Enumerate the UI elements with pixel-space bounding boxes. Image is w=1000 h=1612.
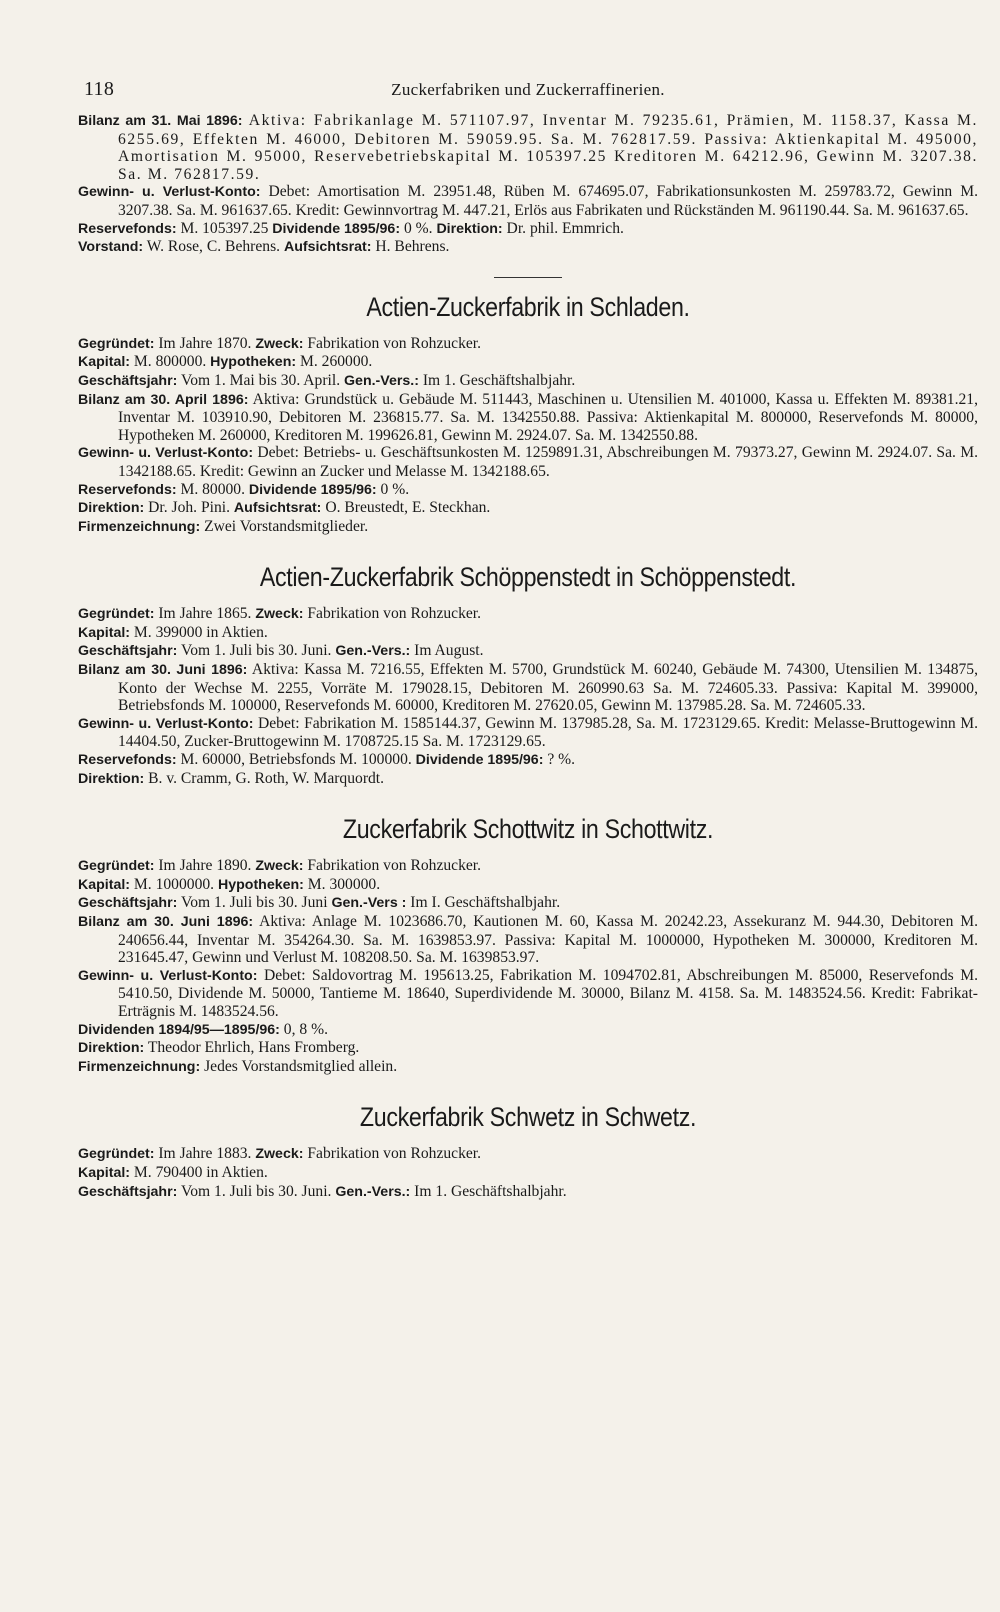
- geschaeftsjahr-paragraph: [78, 894, 978, 913]
- firma-text: Zwei Vorstandsmitglieder.: [200, 517, 369, 535]
- gegruendet-text: Im Jahre 1865.: [154, 605, 256, 623]
- direktion-text: B. v. Cramm, G. Roth, W. Marquordt.: [144, 769, 385, 787]
- section-gap: [78, 536, 978, 562]
- geschaeftsjahr-text: Vom 1. Mai bis 30. April.: [177, 371, 345, 389]
- firma-paragraph: [78, 1058, 978, 1077]
- entry-title: Zuckerfabrik Schottwitz in Schottwitz.: [342, 814, 714, 845]
- direktion-text: Dr. phil. Emmrich.: [502, 219, 624, 237]
- dividende-text: 0 %.: [400, 219, 437, 237]
- gegruendet-paragraph: [78, 605, 978, 624]
- gegruendet-text: Im Jahre 1870.: [154, 334, 256, 352]
- entry-title: Zuckerfabrik Schwetz in Schwetz.: [359, 1102, 697, 1133]
- hypotheken-text: M. 260000.: [296, 353, 373, 371]
- entry-schladen: [78, 292, 978, 537]
- geschaeftsjahr-text: Vom 1. Juli bis 30. Juni.: [177, 1182, 336, 1200]
- direktion-paragraph: [78, 770, 978, 789]
- direktion-text: Dr. Joh. Pini.: [144, 499, 234, 517]
- bilanz-paragraph: [78, 661, 978, 715]
- reserve-text: M. 60000, Betriebsfonds M. 100000.: [176, 751, 416, 769]
- geschaeftsjahr-label: Geschäftsjahr:: [78, 895, 178, 912]
- direktion-paragraph: [78, 499, 978, 518]
- guv-label: Gewinn- u. Verlust-Konto:: [78, 445, 254, 462]
- entry-schottwitz: [78, 814, 978, 1076]
- reserve-paragraph: [78, 751, 978, 770]
- guv-label: Gewinn- u. Verlust-Konto:: [78, 184, 261, 201]
- zweck-label: Zweck:: [255, 335, 304, 352]
- reserve-label: Reservefonds:: [78, 220, 177, 237]
- vorstand-label: Vorstand:: [78, 239, 144, 256]
- genvers-text: Im 1. Geschäftshalbjahr.: [418, 371, 576, 389]
- kapital-label: Kapital:: [78, 1164, 131, 1181]
- zweck-label: Zweck:: [255, 1146, 304, 1163]
- guv-text: Debet: Fabrikation M. 1585144.37, Gewinn M. 137985.28, Sa. M. 1723129.65. Kredit: Melasse-Bruttogewinn M. 14404.50, Zucker-Bruttogewinn M. 1708725.15 Sa. M. 1723129.65.: [118, 714, 979, 751]
- bilanz-label: Bilanz am 31. Mai 1896:: [78, 113, 243, 129]
- entry-title: Actien-Zuckerfabrik in Schladen.: [366, 291, 690, 322]
- geschaeftsjahr-label: Geschäftsjahr:: [78, 372, 178, 389]
- vorstand-text: W. Rose, C. Behrens.: [143, 238, 284, 256]
- genvers-label: Gen.-Vers.:: [335, 1183, 411, 1200]
- bilanz-label: Bilanz am 30. April 1896:: [78, 391, 249, 408]
- zweck-text: Fabrikation von Rohzucker.: [303, 857, 482, 875]
- geschaeftsjahr-label: Geschäftsjahr:: [78, 1183, 178, 1200]
- entry-continued: [78, 112, 978, 257]
- kapital-text: M. 1000000.: [130, 875, 218, 893]
- entry-schwetz: [78, 1102, 978, 1201]
- kapital-label: Kapital:: [78, 624, 131, 641]
- dividenden-text: 0, 8 %.: [279, 1020, 328, 1038]
- guv-text: Debet: Amortisation M. 23951.48, Rüben M. 674695.07, Fabrikationsunkosten M. 259783.72, Gewinn M. 3207.38. Sa. M. 961637.65. Kredit: Gewinnvortrag M. 447.21, Erlös aus Fabrikaten und Rückständen M. 961190.44. Sa. M. 961637.65.: [118, 183, 979, 219]
- genvers-text: Im August.: [410, 642, 484, 660]
- dividenden-label: Dividenden 1894/95—1895/96:: [78, 1021, 280, 1038]
- bilanz-text: Aktiva: Kassa M. 7216.55, Effekten M. 5700, Grundstück M. 60240, Gebäude M. 74300, Utensilien M. 134875, Konto der Wechse M. 2255, Vorräte M. 179028.15, Debitoren M. 260990.63 Sa. M. 724605.33. Passiva: Kapital M. 399000, Betriebsfonds M. 100000, Reservefonds M. 60000, Kreditoren M. 27620.05, Gewinn M. 137985.28. Sa. M. 724605.33.: [118, 661, 978, 715]
- zweck-text: Fabrikation von Rohzucker.: [303, 334, 482, 352]
- kapital-paragraph: [78, 624, 978, 643]
- gegruendet-paragraph: [78, 857, 978, 876]
- kapital-label: Kapital:: [78, 354, 131, 371]
- entry-schoeppenstedt: [78, 562, 978, 788]
- page-number: 118: [84, 78, 115, 100]
- direktion-label: Direktion:: [436, 220, 503, 237]
- kapital-paragraph: [78, 353, 978, 372]
- bilanz-text: Aktiva: Anlage M. 1023686.70, Kautionen M. 60, Kassa M. 20242.23, Assekuranz M. 944.30, Debitoren M. 240656.44, Inventar M. 354264.30. Sa. M. 1639853.97. Passiva: Kapital M. 1000000, Hypotheken M. 300000, Kreditoren M. 231645.47, Gewinn und Verlust M. 108208.50. Sa. M. 1639853.97.: [118, 913, 978, 967]
- dividende-label: Dividende 1895/96:: [415, 752, 544, 769]
- section-divider: [494, 277, 562, 278]
- zweck-text: Fabrikation von Rohzucker.: [303, 1145, 482, 1163]
- genvers-label: Gen.-Vers.:: [344, 372, 419, 389]
- gegruendet-text: Im Jahre 1890.: [154, 857, 256, 875]
- genvers-text: Im I. Geschäftshalbjahr.: [406, 894, 561, 912]
- gegruendet-label: Gegründet:: [78, 858, 155, 875]
- direktion-text: Theodor Ehrlich, Hans Fromberg.: [144, 1039, 360, 1057]
- firma-label: Firmenzeichnung:: [78, 1058, 201, 1075]
- firma-paragraph: [78, 518, 978, 537]
- guv-label: Gewinn- u. Verlust-Konto:: [78, 967, 258, 984]
- dividende-text: 0 %.: [376, 480, 410, 498]
- running-title: Zuckerfabriken und Zuckerraffinerien.: [391, 80, 665, 99]
- zweck-label: Zweck:: [255, 858, 304, 875]
- genvers-label: Gen.-Vers :: [331, 895, 407, 912]
- aufsichtsrat-label: Aufsichtsrat:: [283, 239, 372, 256]
- guv-paragraph: [78, 183, 978, 219]
- gegruendet-label: Gegründet:: [78, 1146, 155, 1163]
- genvers-text: Im 1. Geschäftshalbjahr.: [410, 1182, 567, 1200]
- direktion-label: Direktion:: [78, 770, 145, 787]
- geschaeftsjahr-paragraph: [78, 642, 978, 661]
- gegruendet-label: Gegründet:: [78, 606, 155, 623]
- zweck-label: Zweck:: [255, 606, 304, 623]
- aufsichtsrat-text: H. Behrens.: [371, 238, 450, 256]
- guv-text: Debet: Betriebs- u. Geschäftsunkosten M. 1259891.31, Abschreibungen M. 79373.27, Gewinn M. 2924.07. Sa. M. 1342188.65. Kredit: Gewinn an Zucker und Melasse M. 1342188.65.: [118, 444, 978, 480]
- reserve-paragraph: [78, 220, 978, 239]
- geschaeftsjahr-text: Vom 1. Juli bis 30. Juni: [177, 894, 332, 912]
- gegruendet-paragraph: [78, 335, 978, 354]
- guv-label: Gewinn- u. Verlust-Konto:: [78, 715, 254, 732]
- reserve-text: M. 80000.: [176, 480, 249, 498]
- genvers-label: Gen.-Vers.:: [335, 643, 411, 660]
- dividenden-paragraph: [78, 1021, 978, 1040]
- kapital-text: M. 790400 in Aktien.: [130, 1163, 268, 1181]
- bilanz-paragraph: [78, 112, 978, 183]
- direktion-label: Direktion:: [78, 500, 145, 517]
- geschaeftsjahr-paragraph: [78, 1183, 978, 1202]
- kapital-text: M. 800000.: [130, 353, 211, 371]
- kapital-text: M. 399000 in Aktien.: [130, 623, 268, 641]
- gegruendet-label: Gegründet:: [78, 335, 155, 352]
- reserve-label: Reservefonds:: [78, 481, 177, 498]
- reserve-label: Reservefonds:: [78, 752, 177, 769]
- geschaeftsjahr-text: Vom 1. Juli bis 30. Juni.: [177, 642, 336, 660]
- dividende-label: Dividende 1895/96:: [248, 481, 377, 498]
- direktion-paragraph: [78, 1039, 978, 1058]
- hypotheken-label: Hypotheken:: [217, 876, 304, 893]
- guv-paragraph: [78, 715, 978, 751]
- bilanz-text: Aktiva: Grundstück u. Gebäude M. 511443, Maschinen u. Utensilien M. 401000, Kassa u. Effekten M. 89381.21, Inventar M. 103910.90, Debitoren M. 236815.77. Sa. M. 1342550.88. Passiva: Aktienkapital M. 800000, Reservefonds M. 80000, Hypotheken M. 260000, Kreditoren M. 199626.81, Gewinn M. 2924.07. Sa. M. 1342550.88.: [118, 390, 978, 444]
- bilanz-label: Bilanz am 30. Juni 1896:: [78, 914, 254, 930]
- guv-paragraph: [78, 444, 978, 480]
- firma-text: Jedes Vorstandsmitglied allein.: [200, 1057, 398, 1075]
- aufsichtsrat-text: O. Breustedt, E. Steckhan.: [321, 499, 491, 517]
- aufsichtsrat-label: Aufsichtsrat:: [233, 500, 322, 517]
- gegruendet-text: Im Jahre 1883.: [154, 1145, 256, 1163]
- vorstand-paragraph: [78, 238, 978, 257]
- reserve-paragraph: [78, 481, 978, 500]
- bilanz-label: Bilanz am 30. Juni 1896:: [78, 662, 248, 679]
- guv-paragraph: [78, 967, 978, 1021]
- guv-text: Debet: Saldovortrag M. 195613.25, Fabrikation M. 1094702.81, Abschreibungen M. 85000, Reservefonds M. 5410.50, Dividende M. 50000, Tantieme M. 18640, Superdividende M. 30000, Bilanz M. 4158. Sa. M. 1483524.56. Kredit: Fabrikat-Erträgnis M. 1483524.56.: [118, 966, 978, 1020]
- geschaeftsjahr-paragraph: [78, 372, 978, 391]
- kapital-paragraph: [78, 876, 978, 895]
- entry-title: Actien-Zuckerfabrik Schöppenstedt in Schöppenstedt.: [259, 562, 797, 593]
- dividende-text: ? %.: [543, 751, 576, 769]
- geschaeftsjahr-label: Geschäftsjahr:: [78, 643, 178, 660]
- bilanz-paragraph: [78, 391, 978, 445]
- kapital-paragraph: [78, 1164, 978, 1183]
- hypotheken-label: Hypotheken:: [210, 354, 297, 371]
- direktion-label: Direktion:: [78, 1040, 145, 1057]
- bilanz-paragraph: [78, 913, 978, 967]
- bilanz-text: Aktiva: Fabrikanlage M. 571107.97, Inventar M. 79235.61, Prämien, M. 1158.37, Kassa M. 6255.69, Effekten M. 46000, Debitoren M. 59059.95. Sa. M. 762817.59. Passiva: Aktienkapital M. 495000, Amortisation M. 95000, Reservebetriebskapital M. 105397.25 Kreditoren M. 64212.96, Gewinn M. 3207.38. Sa. M. 762817.59.: [118, 112, 978, 183]
- hypotheken-text: M. 300000.: [303, 875, 381, 893]
- section-gap: [78, 1076, 978, 1102]
- kapital-label: Kapital:: [78, 876, 131, 893]
- page-header: [78, 78, 978, 112]
- section-gap: [78, 788, 978, 814]
- zweck-text: Fabrikation von Rohzucker.: [303, 605, 482, 623]
- reserve-text: M. 105397.25: [176, 219, 273, 237]
- gegruendet-paragraph: [78, 1145, 978, 1164]
- firma-label: Firmenzeichnung:: [78, 518, 201, 535]
- dividende-label: Dividende 1895/96:: [272, 220, 401, 237]
